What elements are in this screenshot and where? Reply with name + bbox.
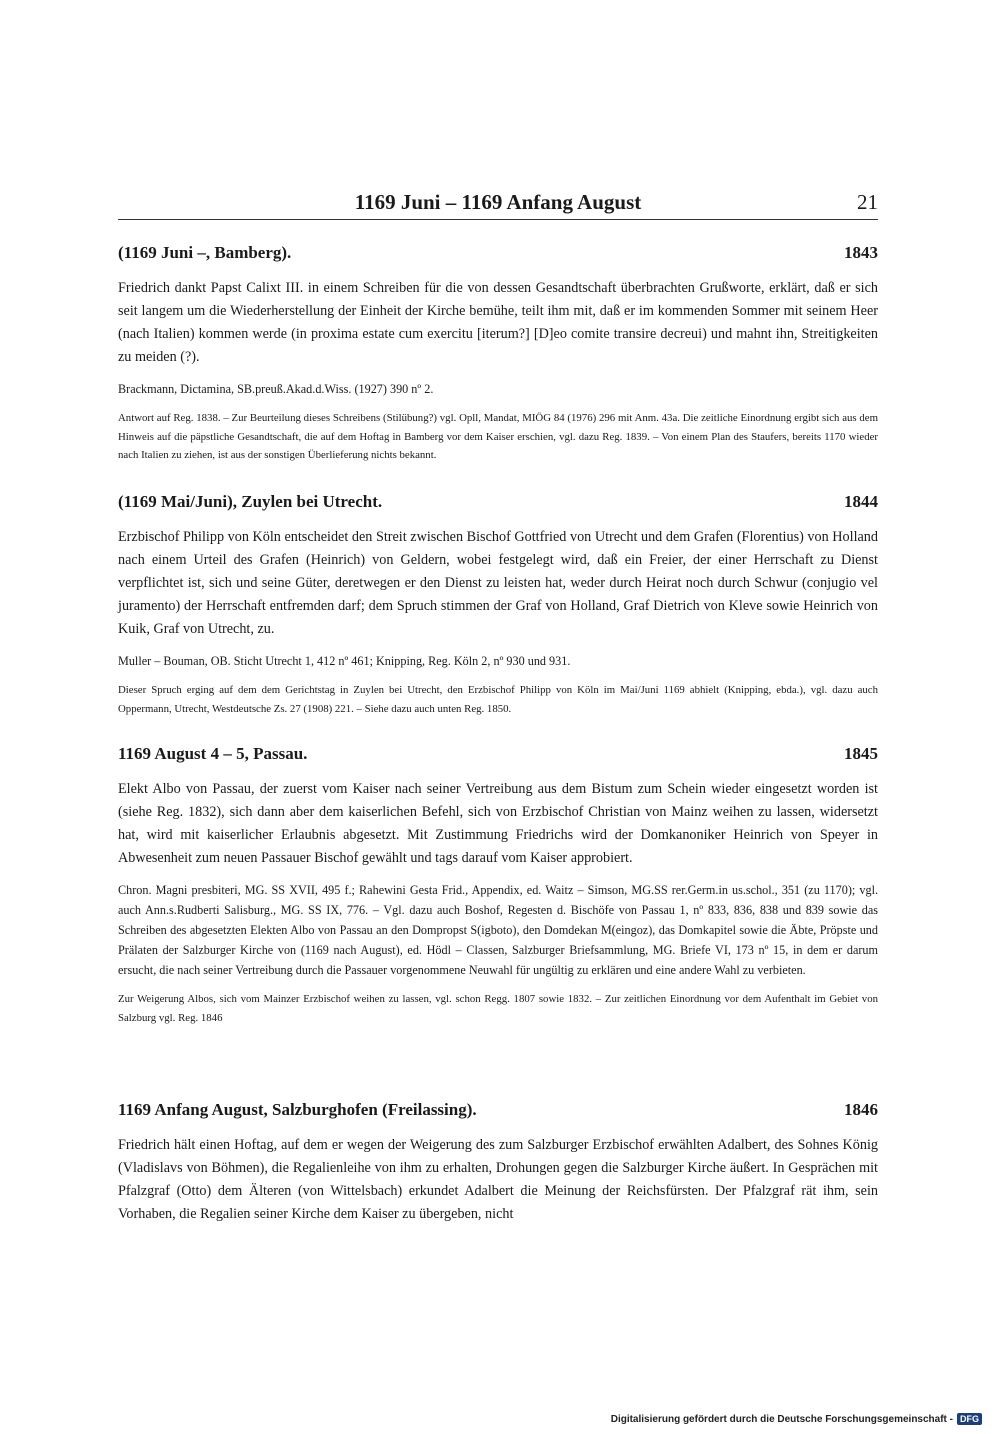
running-title: 1169 Juni – 1169 Anfang August — [354, 190, 642, 214]
regest-entry-1846 — [118, 1100, 878, 1226]
entry-sources: Chron. Magni presbiteri, MG. SS XVII, 495 f.; Rahewini Gesta Frid., Appendix, ed. Waitz – Simson, MG.SS rer.Germ.in us.schol., 351 (zu 1170); vgl. auch Ann.s.Rudberti Salisburg., MG. SS IX, 776. – Vgl. dazu auch Boshof, Regesten d. Bischöfe von Passau 1, nº 833, 836, 838 und 839 sowie das Schreiben des abgesetzten Elekten Albo von Passau an den Dompropst S(igboto), den Domdekan M(eingoz), das Domkapitel sowie die Äbte, Pröpste und Prälaten der Salzburger Kirche von (1169 nach August), ed. Hödl – Classen, Salzburger Briefsammlung, MG. Briefe VI, 173 nº 15, in dem er darum ersucht, die nach seiner Vertreibung durch die Passauer vorgenommene Neuwahl für ungültig zu erklären und eine andere Wahl zu verbieten. — [118, 883, 878, 977]
running-head — [118, 190, 878, 220]
entry-header — [118, 492, 878, 518]
entry-title: (1169 Juni –, Bamberg). — [118, 243, 292, 262]
footer-text: Digitalisierung gefördert durch die Deutsche Forschungsgemeinschaft - — [610, 1413, 953, 1425]
entry-text: Elekt Albo von Passau, der zuerst vom Kaiser nach seiner Vertreibung aus dem Bistum zum Schein wieder eingesetzt worden ist (siehe Reg. 1832), sich dann aber dem kaiserlichen Befehl, sich von Erzbischof Christian von Mainz weihen zu lassen, widersetzt hat, wird mit kaiserlicher Erlaubnis abgesetzt. Mit Zustimmung Friedrichs wird der Domkanoniker Heinrich von Speyer in Abwesenheit zum neuen Passauer Bischof gewählt und tags darauf vom Kaiser approbiert. — [118, 781, 878, 866]
entry-number: 1845 — [844, 744, 878, 763]
entry-number: 1846 — [844, 1100, 878, 1119]
entry-header — [118, 744, 878, 770]
entry-number: 1843 — [844, 243, 878, 262]
entry-title: (1169 Mai/Juni), Zuylen bei Utrecht. — [118, 492, 383, 511]
entry-comment: Zur Weigerung Albos, sich vom Mainzer Erzbischof weihen zu lassen, vgl. schon Regg. 1807 sowie 1832. – Zur zeitlichen Einordnung vor dem Aufenthalt im Gebiet von Salzburg vgl. Reg. 1846 — [118, 993, 878, 1024]
page-number: 21 — [857, 190, 878, 214]
entry-header — [118, 1100, 878, 1126]
regest-entry-1845 — [118, 744, 878, 1027]
entry-comment: Dieser Spruch erging auf dem dem Gerichtstag in Zuylen bei Utrecht, den Erzbischof Philipp von Köln im Mai/Juni 1169 abhielt (Knipping, ebda.), vgl. dazu auch Oppermann, Utrecht, Westdeutsche Zs. 27 (1908) 221. – Siehe dazu auch unten Reg. 1850. — [118, 684, 878, 715]
entry-comment: Antwort auf Reg. 1838. – Zur Beurteilung dieses Schreibens (Stilübung?) vgl. Opll, Mandat, MIÖG 84 (1976) 296 mit Anm. 43a. Die zeitliche Einordnung ergibt sich aus dem Hinweis auf die päpstliche Gesandtschaft, die auf dem Hoftag in Bamberg vor dem Kaiser erschien, vgl. dazu Reg. 1839. – Von einem Plan des Staufers, bereits 1170 wieder nach Italien zu ziehen, ist aus der sonstigen Überlieferung nichts bekannt. — [118, 412, 878, 461]
entry-text: Friedrich hält einen Hoftag, auf dem er wegen der Weigerung des zum Salzburger Erzbischof erwählten Adalbert, des Sohnes König (Vladislavs von Böhmen), die Regalienleihe von ihm zu erhalten, Drohungen gegen die Salzburger Kirche äußert. In Gesprächen mit Pfalzgraf (Otto) dem Älteren (von Wittelsbach) erkundet Adalbert die Meinung der Reichsfürsten. Der Pfalzgraf rät ihm, sein Vorhaben, die Regalien seiner Kirche dem Kaiser zu übergeben, nicht — [118, 1137, 878, 1222]
entry-title: 1169 Anfang August, Salzburghofen (Freilassing). — [118, 1100, 477, 1119]
entry-header — [118, 243, 878, 269]
regest-entry-1844 — [118, 492, 878, 718]
entry-title: 1169 August 4 – 5, Passau. — [118, 744, 308, 763]
regest-entry-1843 — [118, 243, 878, 465]
entry-sources: Muller – Bouman, OB. Sticht Utrecht 1, 412 nº 461; Knipping, Reg. Köln 2, nº 930 und 931. — [118, 654, 571, 668]
entry-number: 1844 — [844, 492, 878, 511]
entry-text: Friedrich dankt Papst Calixt III. in einem Schreiben für die von dessen Gesandtschaft überbrachten Grußworte, erklärt, daß er sich seit langem um die Wiederherstellung der Einheit der Kirche bemühe, teilt ihm mit, daß er im kommenden Sommer mit seinem Heer (nach Italien) kommen werde (in proxima estate cum exercitu [iterum?] [D]eo comite transire decreui) und mahnt ihn, Streitigkeiten zu meiden (?). — [118, 280, 878, 365]
header-rule — [118, 219, 878, 220]
entry-sources: Brackmann, Dictamina, SB.preuß.Akad.d.Wiss. (1927) 390 nº 2. — [118, 382, 434, 396]
digitization-footer — [611, 1412, 982, 1426]
entry-text: Erzbischof Philipp von Köln entscheidet den Streit zwischen Bischof Gottfried von Utrecht und dem Grafen (Florentius) von Holland nach einem Urteil des Grafen (Heinrich) von Geldern, wobei festgelegt wird, daß ein Freier, der einer Herrschaft zu Dienst verpflichtet ist, sich und seine Güter, deretwegen er den Dienst zu leisten hat, weder durch Heirat noch durch Schwur (conjugio vel juramento) der Herrschaft entfremden darf; dem Spruch stimmen der Graf von Holland, Graf Dietrich von Kleve sowie Heinrich von Kuik, Graf von Utrecht, zu. — [118, 529, 878, 637]
dfg-logo-icon: DFG — [957, 1413, 982, 1425]
